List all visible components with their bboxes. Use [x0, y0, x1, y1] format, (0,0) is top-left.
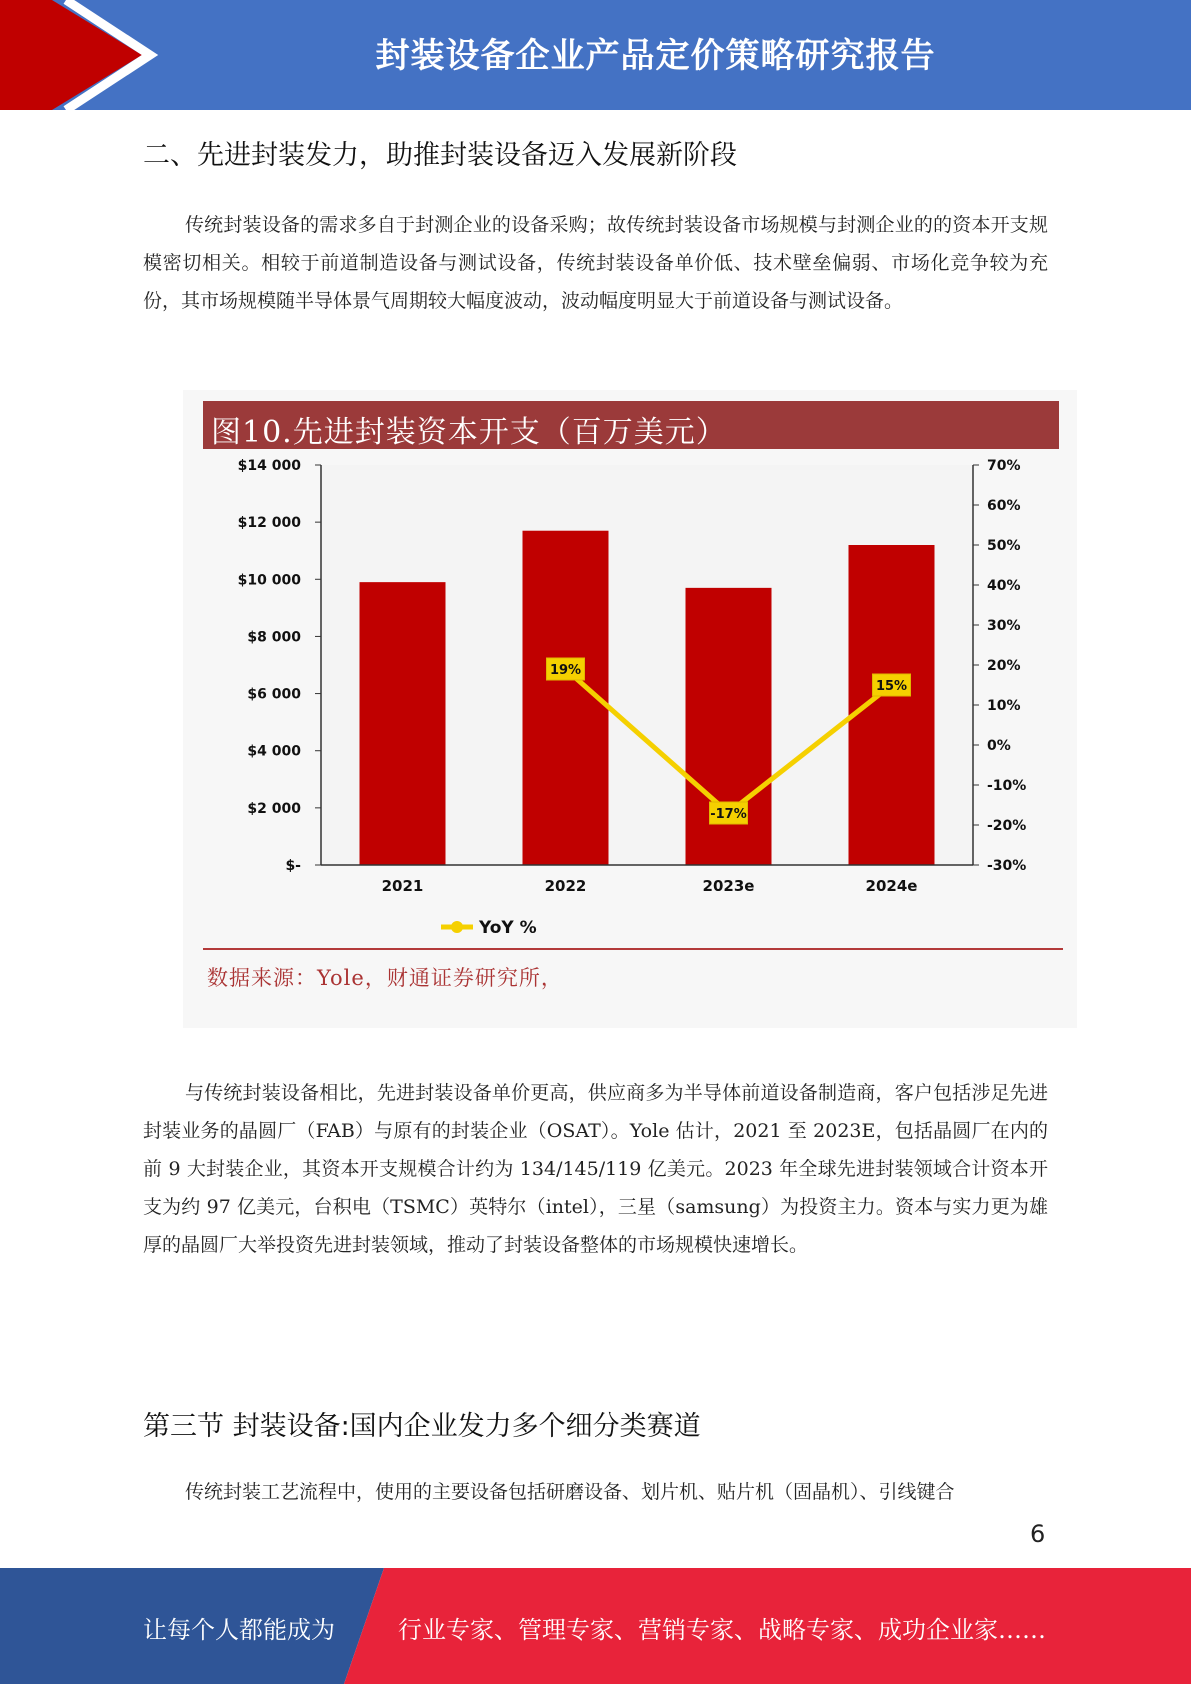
figure: [183, 390, 1077, 1028]
figure-rule: [183, 944, 1077, 954]
page-number: 6: [1030, 1520, 1046, 1548]
x-tick-label: 2023e: [702, 877, 755, 895]
yoy-data-label: -17%: [710, 807, 747, 822]
right-tick-label: 40%: [987, 578, 1021, 594]
yoy-data-label: 15%: [875, 679, 908, 694]
section-heading: 第三节 封装设备:国内企业发力多个细分类赛道: [143, 1411, 701, 1442]
right-tick-label: 0%: [987, 738, 1011, 754]
bar: [849, 545, 935, 865]
bar: [360, 582, 446, 865]
chart: [183, 390, 1077, 950]
right-tick-label: 10%: [987, 698, 1021, 714]
x-tick-label: 2021: [381, 877, 424, 895]
right-tick-label: 50%: [987, 538, 1021, 554]
left-tick-label: $2 000: [247, 800, 301, 817]
footer-slogan-right: 行业专家、管理专家、营销专家、战略专家、成功企业家……: [398, 1616, 1046, 1644]
paragraph: 传统封装设备的需求多自于封测企业的设备采购；故传统封装设备市场规模与封测企业的的资本开支规模密切相关。相较于前道制造设备与测试设备，传统封装设备单价低、技术壁垒偏弱、市场化竞争较为充份，其市场规模随半导体景气周期较大幅度波动，波动幅度明显大于前道设备与测试设备。: [143, 214, 1048, 312]
right-tick-label: 60%: [987, 498, 1021, 514]
legend-label: YoY %: [479, 918, 537, 938]
right-tick-label: -30%: [987, 858, 1027, 874]
right-tick-label: -20%: [987, 818, 1027, 834]
right-tick-label: -10%: [987, 778, 1027, 794]
left-tick-label: $10 000: [237, 572, 301, 589]
paragraph: 传统封装工艺流程中，使用的主要设备包括研磨设备、划片机、贴片机（固晶机）、引线键合: [185, 1481, 955, 1503]
figure-title: 图10.先进封装资本开支（百万美元）: [211, 415, 727, 450]
legend-marker: [451, 921, 463, 933]
x-tick-label: 2022: [544, 877, 587, 895]
report-title: 封装设备企业产品定价策略研究报告: [375, 36, 936, 76]
header-red-chevron: [0, 0, 142, 110]
figure-source: 数据来源：Yole，财通证券研究所，: [207, 966, 563, 990]
left-tick-label: $-: [285, 858, 301, 874]
left-tick-label: $8 000: [247, 629, 301, 646]
paragraph: 与传统封装设备相比，先进封装设备单价更高，供应商多为半导体前道设备制造商，客户包括涉足先进封装业务的晶圆厂（FAB）与原有的封装企业（OSAT）。Yole 估计，2021 至 2023E，包括晶圆厂在内的前 9 大封装企业，其资本开支规模合计约为 134/145/119 亿美元。2023 年全球先进封装领域合计资本开支为约 97 亿美元，台积电（TSMC）英特尔（intel），三星（samsung）为投资主力。资本与实力更为雄厚的晶圆厂大举投资先进封装领域，推动了封装设备整体的市场规模快速增长。: [143, 1082, 1048, 1256]
left-tick-label: $14 000: [237, 458, 301, 474]
x-tick-label: 2024e: [865, 877, 918, 895]
page-header: [0, 0, 1191, 110]
left-tick-label: $6 000: [247, 686, 301, 703]
section-heading: 二、先进封装发力，助推封装设备迈入发展新阶段: [143, 140, 737, 171]
left-tick-label: $4 000: [247, 743, 301, 760]
right-tick-label: 20%: [987, 658, 1021, 674]
right-tick-label: 30%: [987, 618, 1021, 634]
footer-slogan-left: 让每个人都能成为: [143, 1616, 335, 1644]
page-footer: [0, 1568, 1191, 1684]
yoy-data-label: 19%: [549, 663, 582, 678]
left-tick-label: $12 000: [237, 515, 301, 532]
right-tick-label: 70%: [987, 458, 1021, 474]
